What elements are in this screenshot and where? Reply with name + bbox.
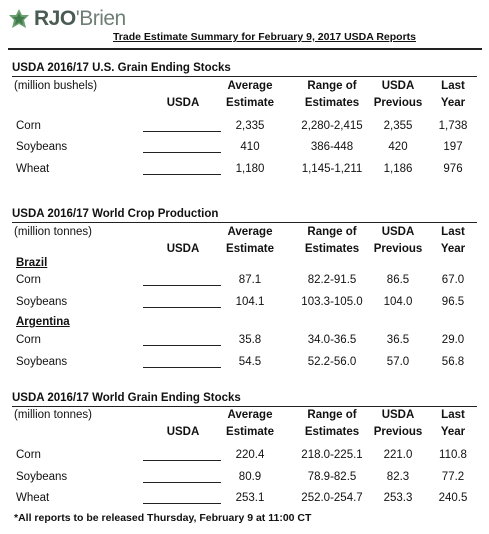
- usda-blank-line: [143, 482, 221, 483]
- section-title: USDA 2016/17 U.S. Grain Ending Stocks: [12, 61, 477, 77]
- range-value: 78.9-82.5: [307, 471, 357, 483]
- col-header-last-line2: Year: [440, 97, 466, 109]
- col-header-range-line1: Range of: [307, 226, 357, 238]
- last-year-value: 56.8: [441, 356, 465, 368]
- col-header-average-line1: Average: [227, 80, 273, 92]
- usda-blank-line: [143, 345, 221, 346]
- usda-blank-line: [143, 503, 221, 504]
- header-rule: [8, 48, 482, 50]
- average-value: 35.8: [238, 334, 262, 346]
- col-header-average-line2: Estimate: [226, 426, 274, 438]
- last-year-value: 110.8: [439, 449, 467, 461]
- group-heading-brazil: Brazil: [16, 257, 48, 269]
- col-header-range-line2: Estimates: [304, 243, 360, 255]
- col-header-usda: USDA: [166, 243, 200, 255]
- last-year-value: 77.2: [441, 471, 465, 483]
- col-header-average-line1: Average: [227, 409, 273, 421]
- previous-value: 1,186: [383, 163, 413, 175]
- average-value: 1,180: [235, 163, 265, 175]
- col-header-previous-line2: Previous: [373, 97, 423, 109]
- col-header-usda: USDA: [166, 97, 200, 109]
- range-value: 103.3-105.0: [301, 296, 363, 308]
- col-header-last-line1: Last: [441, 409, 465, 421]
- last-year-value: 197: [443, 141, 463, 153]
- logo-wordmark: RJO'Brien: [34, 7, 126, 30]
- col-header-previous-line1: USDA: [381, 226, 415, 238]
- col-header-range-line1: Range of: [307, 409, 357, 421]
- usda-blank-line: [143, 460, 221, 461]
- report-title: Trade Estimate Summary for February 9, 2017 USDA Reports: [112, 31, 417, 43]
- col-header-last-line1: Last: [441, 80, 465, 92]
- average-value: 54.5: [238, 356, 262, 368]
- col-header-average-line2: Estimate: [226, 97, 274, 109]
- usda-blank-line: [143, 131, 221, 132]
- average-value: 2,335: [235, 120, 265, 132]
- average-value: 253.1: [235, 492, 265, 504]
- col-header-last-line1: Last: [441, 226, 465, 238]
- row-label: Soybeans: [16, 471, 68, 483]
- usda-blank-line: [143, 174, 221, 175]
- average-value: 104.1: [235, 296, 265, 308]
- last-year-value: 29.0: [441, 334, 465, 346]
- section-title: USDA 2016/17 World Grain Ending Stocks: [12, 391, 477, 407]
- range-value: 1,145-1,211: [301, 163, 363, 175]
- previous-value: 82.3: [386, 471, 410, 483]
- row-label: Corn: [16, 449, 41, 461]
- last-year-value: 976: [443, 163, 463, 175]
- row-label: Corn: [16, 120, 41, 132]
- range-value: 2,280-2,415: [301, 120, 363, 132]
- previous-value: 57.0: [386, 356, 410, 368]
- usda-blank-line: [143, 307, 221, 308]
- col-header-usda: USDA: [166, 426, 200, 438]
- col-header-range-line2: Estimates: [304, 97, 360, 109]
- row-label: Wheat: [16, 492, 50, 504]
- row-label: Corn: [16, 274, 41, 286]
- range-value: 52.2-56.0: [307, 356, 357, 368]
- previous-value: 2,355: [383, 120, 413, 132]
- previous-value: 86.5: [386, 274, 410, 286]
- range-value: 34.0-36.5: [307, 334, 357, 346]
- unit-label: (million tonnes): [14, 226, 92, 238]
- col-header-last-line2: Year: [440, 243, 466, 255]
- section-title: USDA 2016/17 World Crop Production: [12, 207, 477, 223]
- previous-value: 420: [388, 141, 408, 153]
- average-value: 87.1: [238, 274, 262, 286]
- col-header-previous-line1: USDA: [381, 80, 415, 92]
- average-value: 410: [240, 141, 260, 153]
- row-label: Soybeans: [16, 296, 68, 308]
- average-value: 220.4: [235, 449, 265, 461]
- usda-blank-line: [143, 285, 221, 286]
- rjo-brien-leaf-logo-icon: [6, 7, 32, 31]
- row-label: Wheat: [16, 163, 50, 175]
- row-label: Corn: [16, 334, 41, 346]
- range-value: 82.2-91.5: [307, 274, 357, 286]
- average-value: 80.9: [238, 471, 262, 483]
- col-header-previous-line2: Previous: [373, 243, 423, 255]
- col-header-range-line1: Range of: [307, 80, 357, 92]
- last-year-value: 240.5: [438, 492, 468, 504]
- footnote: *All reports to be released Thursday, February 9 at 11:00 CT: [14, 512, 312, 524]
- company-logo: [6, 5, 126, 33]
- group-heading-argentina: Argentina: [16, 316, 70, 328]
- col-header-range-line2: Estimates: [304, 426, 360, 438]
- range-value: 218.0-225.1: [301, 449, 363, 461]
- last-year-value: 67.0: [441, 274, 465, 286]
- last-year-value: 96.5: [441, 296, 465, 308]
- usda-blank-line: [143, 367, 221, 368]
- col-header-average-line1: Average: [227, 226, 273, 238]
- row-label: Soybeans: [16, 356, 68, 368]
- col-header-average-line2: Estimate: [226, 243, 274, 255]
- unit-label: (million tonnes): [14, 409, 92, 421]
- previous-value: 36.5: [386, 334, 410, 346]
- usda-blank-line: [143, 152, 221, 153]
- col-header-previous-line2: Previous: [373, 426, 423, 438]
- range-value: 386-448: [310, 141, 354, 153]
- previous-value: 104.0: [383, 296, 413, 308]
- col-header-previous-line1: USDA: [381, 409, 415, 421]
- row-label: Soybeans: [16, 141, 68, 153]
- last-year-value: 1,738: [438, 120, 468, 132]
- unit-label: (million bushels): [14, 80, 98, 92]
- previous-value: 253.3: [383, 492, 413, 504]
- previous-value: 221.0: [383, 449, 413, 461]
- range-value: 252.0-254.7: [301, 492, 363, 504]
- col-header-last-line2: Year: [440, 426, 466, 438]
